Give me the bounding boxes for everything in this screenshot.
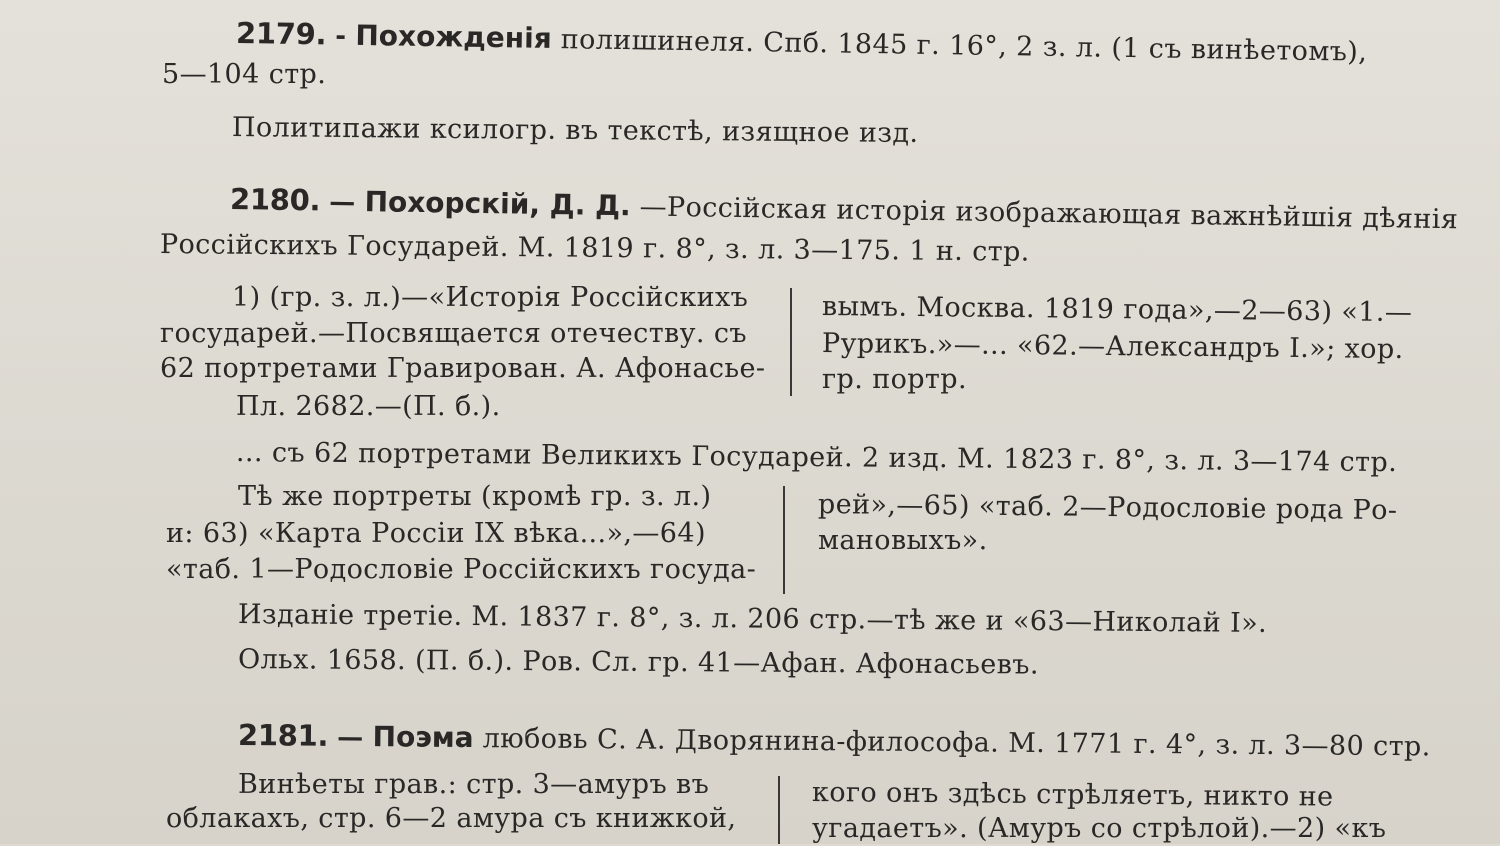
entry-heading: Похожденiя — [355, 18, 552, 55]
entry-2180-col-left-2b: и: 63) «Карта Россiи IX вѣка...»,—64) — [166, 518, 706, 549]
entry-2180-col-left-1b: государей.—Посвящается отечеству. съ — [160, 318, 747, 349]
entry-number: 2180. — [229, 182, 321, 218]
entry-2180-col-left-2a: Тѣ же портреты (кромѣ гр. з. л.) — [238, 481, 712, 512]
entry-2180-edition-3: Изданiе третiе. М. 1837 г. 8°, з. л. 206 стр.—тѣ же и «63—Николай I». — [237, 599, 1268, 639]
entry-2180-title-line: 2180. — Похорскiй, Д. Д. —Россiйская исторiя изображающая важнѣйшiя дѣянiя — [229, 182, 1459, 236]
entry-2180-edition-2: ... съ 62 портретами Великихъ Государей. 2 изд. М. 1823 г. 8°, з. л. 3—174 стр. — [235, 437, 1398, 479]
entry-2180-after-col-1: Пл. 2682.—(П. б.). — [236, 391, 501, 422]
entry-2180-line2: Россiйскихъ Государей. М. 1819 г. 8°, з. л. 3—175. 1 н. стр. — [159, 229, 1030, 268]
entry-heading: Поэма — [372, 720, 474, 755]
entry-2180-col-right-2a: рей»,—65) «таб. 2—Родословiе рода Ро- — [817, 489, 1398, 527]
column-divider — [778, 776, 780, 844]
entry-2180-col-right-2b: мановыхъ». — [818, 525, 988, 556]
entry-2180-col-left-1a: 1) (гр. з. л.)—«Исторiя Россiйскихъ — [232, 282, 749, 313]
entry-number: 2181. — [237, 718, 329, 753]
entry-2181-col-right-1a: кого онъ здѣсь стрѣляетъ, никто не — [811, 777, 1334, 813]
entry-2180-col-left-1c: 62 портретами Гравирован. А. Афонасье- — [160, 353, 766, 384]
entry-2180-col-left-2c: «таб. 1—Родословiе Россiйскихъ госуда- — [166, 554, 757, 585]
entry-2181-col-left-1a: Винѣеты грав.: стр. 3—амуръ въ — [238, 769, 710, 800]
entry-2179-line2: 5—104 стр. — [162, 59, 327, 90]
entry-title-rest: полишинеля. Спб. 1845 г. 16°, 2 з. л. (1 съ винѣетомъ), — [560, 24, 1368, 68]
column-divider — [790, 288, 792, 396]
entry-title-rest: любовь С. А. Дворянина-философа. М. 1771 г. 4°, з. л. 3—80 стр. — [482, 723, 1431, 763]
column-divider — [783, 486, 785, 594]
entry-2180-refs: Ольх. 1658. (П. б.). Ров. Сл. гр. 41—Афан. Афонасьевъ. — [237, 644, 1039, 681]
entry-2180-col-right-1a: вымъ. Москва. 1819 года»,—2—63) «1.— — [821, 291, 1413, 329]
entry-2181-col-right-1b: угадаетъ». (Амуръ со стрѣлой).—2) «къ — [812, 813, 1387, 844]
entry-title-rest: —Россiйская исторiя изображающая важнѣйшiя дѣянiя — [639, 191, 1459, 236]
entry-2179-note: Политипажи ксилогр. въ текстѣ, изящное изд. — [231, 112, 919, 149]
entry-number: 2179. — [235, 16, 327, 52]
entry-2180-col-right-1b: Рурикъ.»—... «62.—Александръ I.»; хор. — [821, 328, 1404, 366]
entry-2180-col-right-1c: гр. портр. — [822, 364, 967, 395]
entry-2181-title-line: 2181. — Поэма любовь С. А. Дворянина-философа. М. 1771 г. 4°, з. л. 3—80 стр. — [237, 718, 1431, 763]
entry-heading: Похорскiй, Д. Д. — [364, 185, 631, 223]
entry-2181-col-left-1b: облакахъ, стр. 6—2 амура съ книжкой, — [166, 803, 737, 834]
entry-2179-title-line: 2179. - Похожденiя полишинеля. Спб. 1845 г. 16°, 2 з. л. (1 съ винѣетомъ), — [235, 16, 1368, 68]
